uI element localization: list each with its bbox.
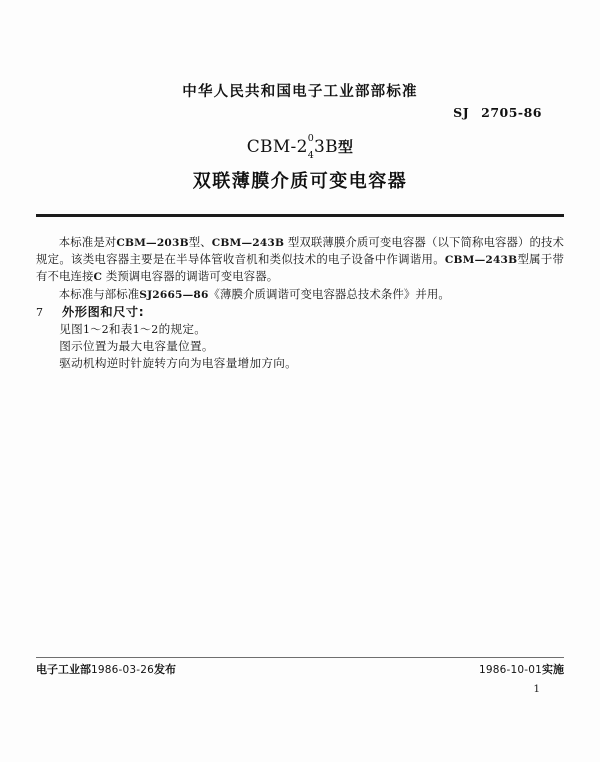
scope-model-1: CBM—203B: [116, 237, 189, 249]
section-7-line-1-a: 见图: [59, 322, 83, 337]
document-footer: [36, 661, 564, 677]
section-7-line-1-b: 和表: [108, 322, 133, 337]
reference-paragraph: [36, 286, 564, 303]
section-7: [36, 304, 564, 372]
section-7-heading: [36, 304, 564, 321]
section-7-number: 7: [36, 305, 43, 319]
footer-issue-info: [36, 661, 176, 677]
scope-model-2: CBM—243B: [211, 237, 285, 249]
section-7-line-1: [36, 321, 564, 338]
model-variant-top: 0: [307, 132, 315, 144]
document-body: [36, 234, 564, 372]
reference-text-a: 本标准与部标准: [58, 286, 140, 301]
section-7-line-1-c: 的规定。: [158, 322, 207, 337]
footer-issue-label: 发布: [154, 663, 177, 676]
footer-effective-date: 1986-10-01: [478, 664, 542, 676]
scope-text-a: 本标准是对: [58, 235, 117, 249]
footer-issuer: 电子工业部: [36, 663, 91, 676]
figure-range: 1～2: [82, 323, 109, 337]
title-divider: [36, 214, 564, 217]
reference-standard-id: SJ2665—86: [139, 288, 209, 301]
standard-prefix: SJ: [453, 105, 470, 120]
issuing-organization: 中华人民共和国电子工业部部标准: [182, 84, 418, 100]
standard-designation: [453, 105, 542, 120]
page-title: 双联薄膜介质可变电容器: [192, 171, 408, 192]
scope-text-e: 类预调电容器的调谐可变电容器。: [102, 269, 279, 284]
footer-effective-label: 实施: [542, 663, 564, 676]
table-range: 1～2: [132, 323, 159, 337]
model-variant-bottom: 4: [307, 150, 315, 161]
scope-model-3: CBM—243B: [444, 254, 518, 267]
scope-text-d: 型属于带有不电连接: [36, 252, 564, 284]
footer-effective-info: [479, 661, 564, 677]
reference-text-b: 《薄膜介质调谐可变电容器总技术条件》并用。: [208, 286, 450, 301]
scope-paragraph: [36, 234, 564, 286]
section-7-line-3: 驱动机构逆时针旋转方向为电容量增加方向。: [59, 356, 298, 371]
footer-issue-date: 1986-03-26: [91, 664, 155, 676]
model-designation: [0, 132, 600, 161]
scope-text-c: 型双联薄膜介质可变电容器（以下简称电容器）的技术规定。该类电容器主要是在半导体管收音机和类似技术的电子设备中作调谐用。: [36, 235, 564, 267]
scope-class-c: C: [93, 271, 103, 284]
model-prefix: CBM-2: [246, 137, 308, 157]
section-7-title: 外形图和尺寸:: [62, 304, 145, 319]
footer-divider: [36, 657, 564, 658]
standard-number: 2705-86: [481, 105, 542, 120]
model-suffix: 3B: [314, 137, 338, 157]
page-number: 1: [533, 683, 540, 695]
section-7-line-2: 图示位置为最大电容量位置。: [59, 339, 214, 354]
scope-text-b: 型、: [188, 235, 212, 249]
model-type-char: 型: [337, 138, 354, 156]
model-stacked-variants: [307, 132, 315, 161]
